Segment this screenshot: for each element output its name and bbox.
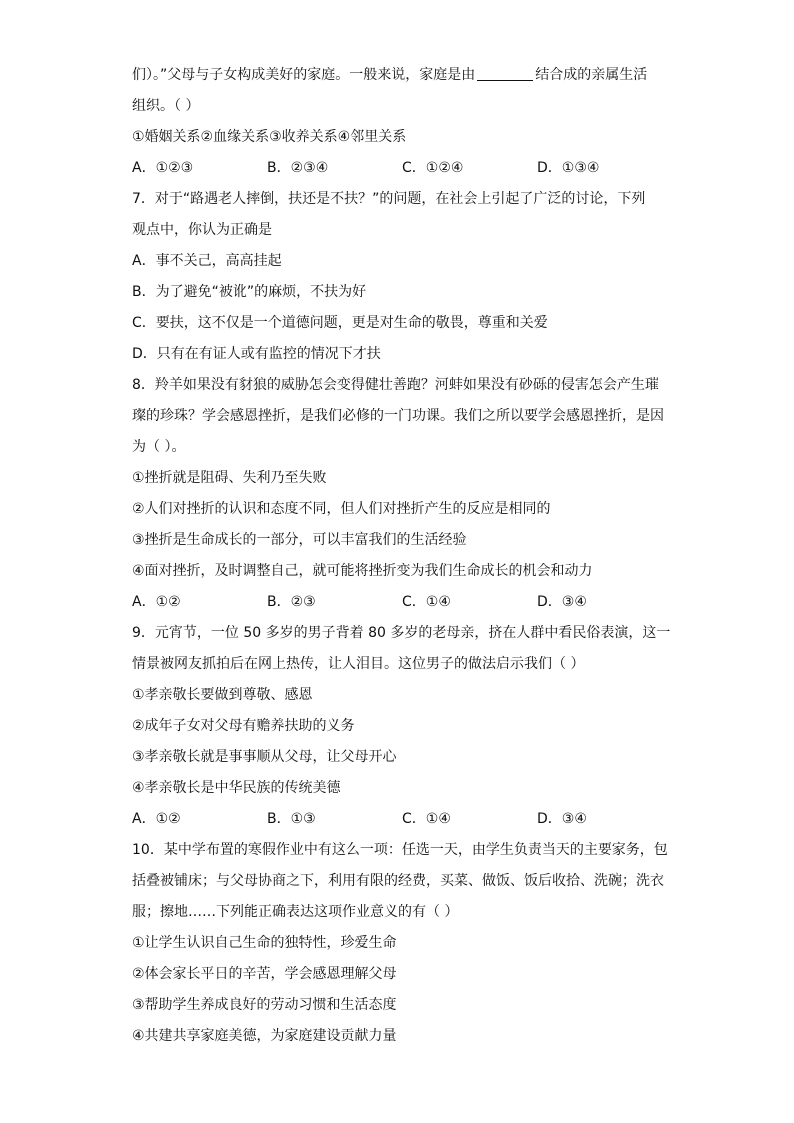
q10-stem-line2: 括叠被铺床；与父母协商之下，利用有限的经费，买菜、做饭、饭后收拾、洗碗；洗衣 — [132, 873, 664, 889]
q6-option-a: A．①②③ — [132, 160, 194, 176]
q7-option-d: D．只有在有证人或有监控的情况下才扶 — [132, 346, 381, 362]
q6-options — [132, 153, 672, 184]
q8-stem-line1: 8．羚羊如果没有豺狼的威胁怎会变得健壮善跑？河蚌如果没有砂砾的侵害怎会产生璀 — [132, 377, 659, 393]
q8-statement-2: ②人们对挫折的认识和态度不同，但人们对挫折产生的反应是相同的 — [132, 501, 551, 517]
q8-option-c: C．①④ — [402, 594, 451, 610]
q8-stem-line2: 璨的珍珠？学会感恩挫折，是我们必修的一门功课。我们之所以要学会感恩挫折，是因 — [132, 408, 664, 424]
q7-option-c: C．要扶，这不仅是一个道德问题，更是对生命的敬畏，尊重和关爱 — [132, 315, 548, 331]
q9-statement-3: ③孝亲敬长就是事事顺从父母，让父母开心 — [132, 749, 397, 765]
q8-options — [132, 587, 672, 618]
q6-line1: 们）。”父母与子女构成美好的家庭。一般来说，家庭是由 结合成的亲属生活 — [132, 60, 672, 91]
fill-blank — [477, 64, 533, 81]
q8-option-a: A．①② — [132, 594, 181, 610]
q6-option-c: C．①②④ — [402, 160, 464, 176]
q7-stem-line1: 7．对于“路遇老人摔倒，扶还是不扶？”的问题，在社会上引起了广泛的讨论，下列 — [132, 191, 646, 207]
q8-option-d: D．③④ — [537, 594, 587, 610]
question-content — [132, 60, 672, 1052]
q6-option-d: D．①③④ — [537, 160, 600, 176]
q9-option-c: C．①④ — [402, 811, 451, 827]
q7-stem-line2: 观点中，你认为正确是 — [132, 222, 272, 238]
q10-statement-2: ②体会家长平日的辛苦，学会感恩理解父母 — [132, 966, 397, 982]
q7-option-a: A．事不关己，高高挂起 — [132, 253, 282, 269]
q10-statement-1: ①让学生认识自己生命的独特性，珍爱生命 — [132, 935, 397, 951]
q9-stem-line2: 情景被网友抓拍后在网上热传，让人泪目。这位男子的做法启示我们（ ） — [132, 656, 585, 672]
q7-option-b: B．为了避免“被讹”的麻烦，不扶为好 — [132, 284, 367, 300]
q8-option-b: B．②③ — [267, 594, 316, 610]
q8-stem-line3: 为（ ）。 — [132, 439, 186, 455]
q8-statement-4: ④面对挫折，及时调整自己，就可能将挫折变为我们生命成长的机会和动力 — [132, 563, 593, 579]
q10-stem-line1: 10．某中学布置的寒假作业中有这么一项：任选一天，由学生负责当天的主要家务，包 — [132, 842, 668, 858]
q9-statement-1: ①孝亲敬长要做到尊敬、感恩 — [132, 687, 313, 703]
q9-stem-line1: 9．元宵节，一位 50 多岁的男子背着 80 多岁的老母亲，挤在人群中看民俗表演，这一 — [132, 625, 671, 641]
q8-statement-1: ①挫折就是阻碍、失利乃至失败 — [132, 470, 327, 486]
q10-statement-3: ③帮助学生养成良好的劳动习惯和生活态度 — [132, 997, 397, 1013]
q6-option-b: B．②③④ — [267, 160, 329, 176]
q6-line2: 组织。（ ） — [132, 98, 200, 114]
q9-option-a: A．①② — [132, 811, 181, 827]
q6-statements: ①婚姻关系②血缘关系③收养关系④邻里关系 — [132, 129, 407, 145]
q9-statement-4: ④孝亲敬长是中华民族的传统美德 — [132, 780, 341, 796]
q9-option-b: B．①③ — [267, 811, 316, 827]
q9-options — [132, 804, 672, 835]
q9-statement-2: ②成年子女对父母有赡养扶助的义务 — [132, 718, 355, 734]
q10-statement-4: ④共建共享家庭美德，为家庭建设贡献力量 — [132, 1028, 397, 1044]
q9-option-d: D．③④ — [537, 811, 587, 827]
q8-statement-3: ③挫折是生命成长的一部分，可以丰富我们的生活经验 — [132, 532, 467, 548]
q10-stem-line3: 服；擦地……下列能正确表达这项作业意义的有（ ） — [132, 904, 459, 920]
